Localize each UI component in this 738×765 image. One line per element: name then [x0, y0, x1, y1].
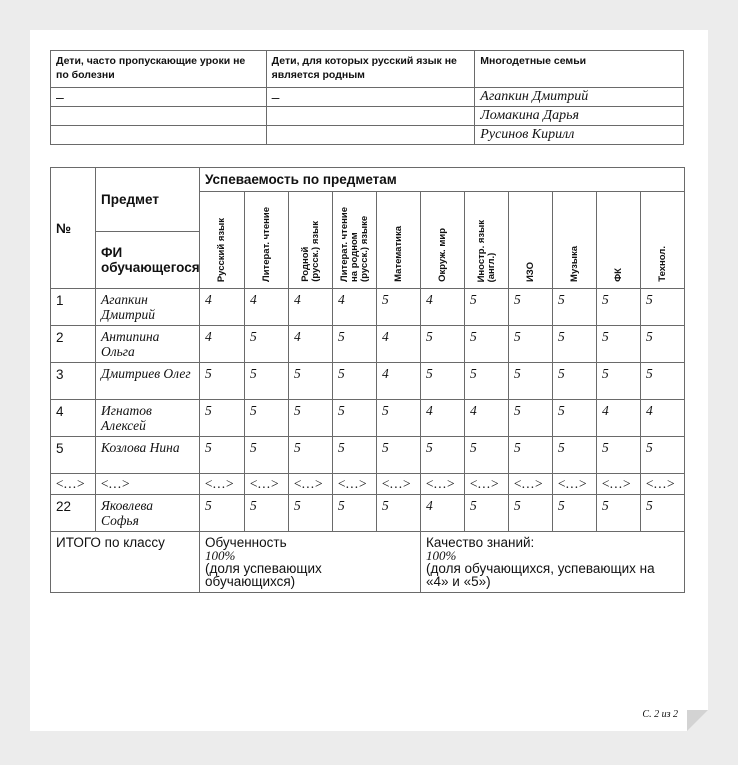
learning-note: (доля успевающих обучающихся) — [205, 561, 322, 589]
grade-cell: 5 — [509, 363, 553, 400]
page-corner-fold — [687, 710, 708, 731]
grade-cell: 5 — [465, 289, 509, 326]
grade-cell: 5 — [377, 289, 421, 326]
grade-cell: 4 — [289, 289, 333, 326]
subject-column-header: ИЗО — [509, 192, 553, 289]
subject-column-header: Окруж. мир — [421, 192, 465, 289]
grade-cell: 5 — [553, 437, 597, 474]
grade-cell: 5 — [333, 495, 377, 532]
grade-cell: 5 — [641, 495, 685, 532]
table-cell — [51, 107, 267, 126]
table-row — [51, 437, 685, 474]
grade-cell: 5 — [200, 437, 245, 474]
grade-cell: 5 — [245, 400, 289, 437]
subject-column-header: Иностр. язык (англ.) — [465, 192, 509, 289]
subject-column-header: Родной (русск.) язык — [289, 192, 333, 289]
grade-cell: 5 — [553, 326, 597, 363]
grade-cell: <…> — [597, 474, 641, 495]
grade-cell: 5 — [597, 289, 641, 326]
grade-cell: <…> — [509, 474, 553, 495]
quality-note: (доля обучающихся, успевающих на «4» и «5») — [426, 561, 655, 589]
grade-cell: 5 — [289, 363, 333, 400]
table-row — [51, 107, 684, 126]
grade-cell: 5 — [377, 437, 421, 474]
grade-cell: 4 — [377, 326, 421, 363]
grade-cell: 5 — [200, 495, 245, 532]
row-number: 4 — [51, 400, 96, 437]
grade-cell: 4 — [641, 400, 685, 437]
table-cell — [266, 107, 475, 126]
grade-cell: 5 — [553, 289, 597, 326]
grade-cell: 5 — [289, 437, 333, 474]
grade-cell: 5 — [421, 437, 465, 474]
row-number: 1 — [51, 289, 96, 326]
grade-cell: 5 — [641, 289, 685, 326]
student-name: Козлова Нина — [96, 437, 200, 474]
grade-cell: 5 — [641, 363, 685, 400]
grade-cell: 5 — [421, 363, 465, 400]
grade-cell: 5 — [465, 363, 509, 400]
grade-cell: 4 — [421, 495, 465, 532]
student-name: Антипина Ольга — [96, 326, 200, 363]
grade-cell: 5 — [333, 326, 377, 363]
grade-cell: 5 — [333, 437, 377, 474]
quality-value: 100% — [426, 548, 457, 563]
student-header: ФИ обучающегося — [96, 232, 200, 289]
grade-cell: 5 — [289, 495, 333, 532]
grade-cell: <…> — [641, 474, 685, 495]
large-families-header: Многодетные семьи — [475, 51, 684, 88]
grade-cell: 5 — [200, 400, 245, 437]
table-row — [51, 400, 685, 437]
table-row — [51, 474, 685, 495]
subject-header: Предмет — [96, 168, 200, 232]
grade-cell: 5 — [641, 326, 685, 363]
row-number: 5 — [51, 437, 96, 474]
table-cell: Агапкин Дмитрий — [475, 88, 684, 107]
subject-column-header: Русский язык — [200, 192, 245, 289]
grade-cell: 5 — [465, 437, 509, 474]
frequent-absence-header: Дети, часто пропускающие уроки не по болезни — [51, 51, 267, 88]
grade-cell: 4 — [333, 289, 377, 326]
grade-cell: <…> — [245, 474, 289, 495]
learning-value: 100% — [205, 548, 236, 563]
grade-cell: 5 — [597, 495, 641, 532]
table-row — [51, 495, 685, 532]
grade-cell: 5 — [333, 400, 377, 437]
grade-cell: 5 — [333, 363, 377, 400]
grade-cell: 5 — [465, 326, 509, 363]
grade-cell: 5 — [597, 437, 641, 474]
table-cell: Ломакина Дарья — [475, 107, 684, 126]
row-number: <…> — [51, 474, 96, 495]
grade-cell: 4 — [200, 326, 245, 363]
grade-cell: 5 — [509, 289, 553, 326]
non-native-russian-header: Дети, для которых русский язык не является родным — [266, 51, 475, 88]
grade-cell: 5 — [245, 326, 289, 363]
table-cell — [266, 126, 475, 145]
row-number: 2 — [51, 326, 96, 363]
document-page — [30, 30, 708, 731]
grade-cell: 5 — [509, 400, 553, 437]
learning-label: Обученность — [205, 535, 287, 550]
grade-cell: 5 — [509, 326, 553, 363]
table-row — [51, 326, 685, 363]
subject-column-header: Музыка — [553, 192, 597, 289]
grade-cell: 5 — [377, 495, 421, 532]
row-number: 22 — [51, 495, 96, 532]
grade-cell: 5 — [641, 437, 685, 474]
grades-table — [50, 167, 685, 593]
student-name: Игнатов Алексей — [96, 400, 200, 437]
grade-cell: <…> — [421, 474, 465, 495]
grade-cell: 5 — [553, 495, 597, 532]
table-cell: – — [51, 88, 267, 107]
subject-column-header: Технол. — [641, 192, 685, 289]
subject-column-header: Литерат. чтение — [245, 192, 289, 289]
grade-cell: <…> — [200, 474, 245, 495]
grade-cell: 5 — [597, 363, 641, 400]
grade-cell: <…> — [377, 474, 421, 495]
student-name: <…> — [96, 474, 200, 495]
progress-header: Успеваемость по предметам — [200, 168, 685, 192]
grade-cell: 5 — [245, 495, 289, 532]
grade-cell: 4 — [289, 326, 333, 363]
table-row — [51, 363, 685, 400]
grade-cell: 5 — [421, 326, 465, 363]
page-number: С. 2 из 2 — [642, 709, 678, 720]
table-row — [51, 88, 684, 107]
grade-cell: 5 — [245, 437, 289, 474]
student-name: Дмитриев Олег — [96, 363, 200, 400]
table-row — [51, 126, 684, 145]
quality-label: Качество знаний: — [426, 535, 535, 550]
grade-cell: 5 — [200, 363, 245, 400]
table-row — [51, 289, 685, 326]
total-row — [51, 532, 685, 593]
grade-cell: 4 — [245, 289, 289, 326]
table-cell: – — [266, 88, 475, 107]
grade-cell: 4 — [421, 289, 465, 326]
grade-cell: <…> — [333, 474, 377, 495]
grade-cell: <…> — [553, 474, 597, 495]
grade-cell: 5 — [509, 495, 553, 532]
grade-cell: 4 — [200, 289, 245, 326]
student-name: Яковлева Софья — [96, 495, 200, 532]
row-number: 3 — [51, 363, 96, 400]
subject-column-header: Математика — [377, 192, 421, 289]
grade-cell: 5 — [377, 400, 421, 437]
student-name: Агапкин Дмитрий — [96, 289, 200, 326]
grade-cell: 5 — [465, 495, 509, 532]
grade-cell: 5 — [553, 400, 597, 437]
grade-cell: 5 — [245, 363, 289, 400]
quality-summary — [421, 532, 685, 593]
family-info-table — [50, 50, 684, 145]
grade-cell: <…> — [465, 474, 509, 495]
total-label: ИТОГО по классу — [51, 532, 200, 593]
grade-cell: <…> — [289, 474, 333, 495]
grade-cell: 4 — [597, 400, 641, 437]
grade-cell: 4 — [421, 400, 465, 437]
grade-cell: 5 — [509, 437, 553, 474]
grade-cell: 5 — [289, 400, 333, 437]
subject-column-header: ФК — [597, 192, 641, 289]
grade-cell: 5 — [597, 326, 641, 363]
number-header: № — [51, 168, 96, 289]
learning-summary — [200, 532, 421, 593]
grade-cell: 5 — [553, 363, 597, 400]
grade-cell: 4 — [377, 363, 421, 400]
table-cell: Русинов Кирилл — [475, 126, 684, 145]
grade-cell: 4 — [465, 400, 509, 437]
subject-column-header: Литерат. чтение на родном (русск.) языке — [333, 192, 377, 289]
table-cell — [51, 126, 267, 145]
